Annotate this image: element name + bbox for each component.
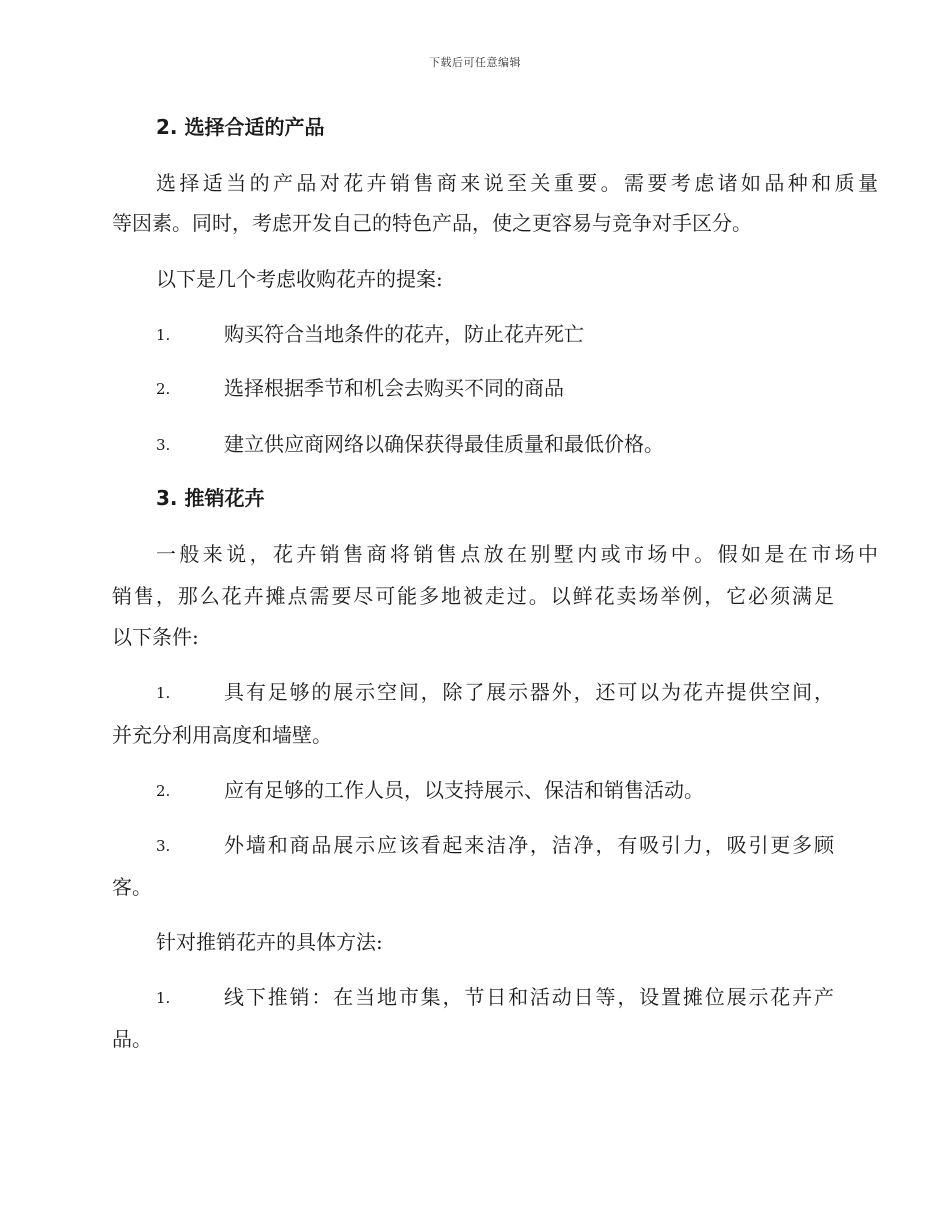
section-3-heading: 3. 推销花卉 <box>156 486 265 510</box>
list-item-text: 线下推销：在当地市集，节日和活动日等，设置摊位展示花卉产 <box>224 985 834 1009</box>
list-item-continuation: 并充分利用高度和墙壁。 <box>112 723 332 747</box>
list-item-text: 具有足够的展示空间，除了展示器外，还可以为花卉提供空间， <box>224 680 834 704</box>
list-item-number: 1. <box>156 684 171 702</box>
section-2-heading: 2. 选择合适的产品 <box>156 115 325 139</box>
section-3-paragraph-line-3: 以下条件: <box>112 625 199 649</box>
list-item-number: 3. <box>156 436 171 454</box>
list-item-number: 2. <box>156 782 171 800</box>
list-item-continuation: 品。 <box>112 1027 152 1051</box>
section-2-paragraph-line-1: 选择适当的产品对花卉销售商来说至关重要。需要考虑诸如品种和质量 <box>156 171 878 195</box>
page-header: 下载后可任意编辑 <box>429 56 521 69</box>
list-item-number: 1. <box>156 989 171 1007</box>
section-3-paragraph-line-1: 一般来说，花卉销售商将销售点放在别墅内或市场中。假如是在市场中 <box>156 542 878 566</box>
list-item-text: 应有足够的工作人员，以支持展示、保洁和销售活动。 <box>224 778 704 802</box>
list-item-text: 选择根据季节和机会去购买不同的商品 <box>224 376 564 400</box>
list-item-text: 建立供应商网络以确保获得最佳质量和最低价格。 <box>224 432 664 456</box>
section-2-paragraph-line-2: 等因素。同时，考虑开发自己的特色产品，使之更容易与竞争对手区分。 <box>112 211 752 235</box>
list-item-number: 2. <box>156 380 171 398</box>
section-3-paragraph-line-2: 销售，那么花卉摊点需要尽可能多地被走过。以鲜花卖场举例，它必须满足 <box>112 584 834 608</box>
section-2-proposals-intro: 以下是几个考虑收购花卉的提案: <box>156 267 443 291</box>
list-item-text: 外墙和商品展示应该看起来洁净，洁净，有吸引力，吸引更多顾 <box>224 833 834 857</box>
list-item-number: 3. <box>156 837 171 855</box>
list-item-text: 购买符合当地条件的花卉，防止花卉死亡 <box>224 322 584 346</box>
list-item-continuation: 客。 <box>112 875 152 899</box>
section-3-methods-intro: 针对推销花卉的具体方法: <box>156 930 383 954</box>
list-item-number: 1. <box>156 326 171 344</box>
